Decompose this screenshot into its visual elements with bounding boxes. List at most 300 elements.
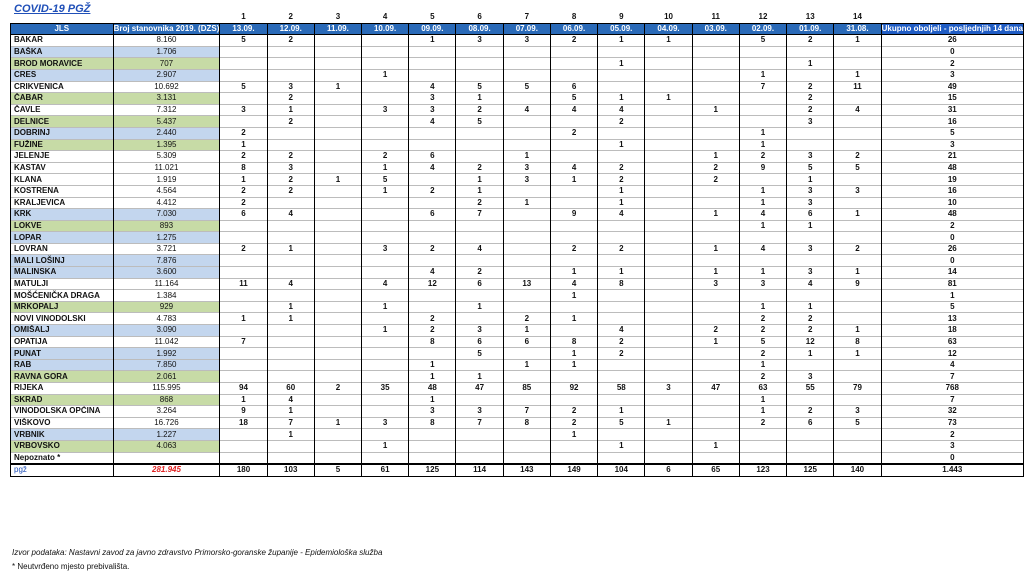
daily-cases: 4	[739, 209, 786, 221]
daily-cases: 58	[598, 383, 645, 395]
covid-cases-table	[10, 12, 1024, 477]
daily-cases: 1	[787, 348, 834, 360]
municipality-name: OMIŠALJ	[11, 325, 114, 337]
daily-cases	[550, 197, 597, 209]
daily-cases	[645, 255, 692, 267]
population-value: 3.721	[113, 243, 220, 255]
daily-cases: 3	[362, 417, 409, 429]
daily-cases: 2	[787, 81, 834, 93]
daily-cases: 60	[267, 383, 314, 395]
daily-cases: 3	[787, 116, 834, 128]
daily-cases	[456, 127, 503, 139]
daily-cases	[267, 197, 314, 209]
daily-cases	[598, 232, 645, 244]
daily-cases	[645, 46, 692, 58]
daily-cases: 3	[787, 371, 834, 383]
daily-cases	[456, 151, 503, 163]
population-value: 3.131	[113, 93, 220, 105]
daily-cases	[550, 301, 597, 313]
day-number: 8	[571, 12, 577, 22]
population-value: 3.090	[113, 325, 220, 337]
daily-cases: 1	[645, 93, 692, 105]
population-value: 1.395	[113, 139, 220, 151]
table-row	[11, 255, 1024, 267]
daily-cases	[503, 290, 550, 302]
daily-cases: 1	[314, 417, 361, 429]
municipality-name: KRALJEVICA	[11, 197, 114, 209]
daily-cases	[645, 406, 692, 418]
header-total: Ukupno oboljeli - posljednjih 14 dana	[881, 23, 1023, 33]
population-value: 16.726	[113, 417, 220, 429]
daily-cases: 5	[456, 116, 503, 128]
report-title: COVID-19 PGŽ	[14, 3, 91, 15]
daily-cases	[598, 394, 645, 406]
total-cases: 3	[881, 440, 1023, 452]
daily-cases: 3	[834, 185, 881, 197]
daily-cases	[456, 255, 503, 267]
daily-cases	[267, 267, 314, 279]
daily-cases: 1	[409, 35, 456, 47]
daily-cases	[834, 429, 881, 441]
daily-cases: 5	[739, 35, 786, 47]
daily-cases	[598, 313, 645, 325]
daily-cases: 1	[362, 325, 409, 337]
day-number: 5	[430, 12, 435, 22]
daily-cases: 1	[598, 197, 645, 209]
population-value: 11.164	[113, 278, 220, 290]
daily-cases: 2	[267, 93, 314, 105]
daily-cases: 7	[456, 209, 503, 221]
daily-cases	[645, 371, 692, 383]
daily-cases	[267, 336, 314, 348]
daily-cases: 2	[834, 243, 881, 255]
municipality-name: MRKOPALJ	[11, 301, 114, 313]
daily-cases	[692, 417, 739, 429]
daily-cases: 1	[456, 93, 503, 105]
daily-cases: 1	[503, 325, 550, 337]
daily-cases: 1	[314, 174, 361, 186]
day-number: 11	[711, 12, 720, 22]
daily-cases	[739, 93, 786, 105]
total-cases: 0	[881, 46, 1023, 58]
daily-cases	[314, 267, 361, 279]
population-value: 1.227	[113, 429, 220, 441]
total-cases: 14	[881, 267, 1023, 279]
daily-cases: 1	[692, 267, 739, 279]
daily-cases: 2	[456, 104, 503, 116]
daily-cases	[834, 452, 881, 464]
daily-cases: 47	[456, 383, 503, 395]
daily-cases: 9	[834, 278, 881, 290]
daily-cases	[739, 174, 786, 186]
header-date: 04.09.	[645, 23, 692, 35]
table-row	[11, 394, 1024, 406]
daily-cases	[645, 185, 692, 197]
daily-cases: 48	[409, 383, 456, 395]
daily-cases	[739, 452, 786, 464]
municipality-name: DOBRINJ	[11, 127, 114, 139]
daily-cases	[787, 69, 834, 81]
daily-cases	[503, 220, 550, 232]
table-row	[11, 371, 1024, 383]
daily-cases: 1	[267, 104, 314, 116]
header-date: 05.09.	[598, 23, 645, 35]
daily-cases	[645, 58, 692, 70]
population-value: 7.850	[113, 359, 220, 371]
daily-cases: 4	[787, 278, 834, 290]
population-value: 5.309	[113, 151, 220, 163]
totals-daily: 103	[267, 464, 314, 476]
day-number: 14	[853, 12, 862, 22]
municipality-name: DELNICE	[11, 116, 114, 128]
daily-cases	[220, 69, 267, 81]
daily-cases	[787, 46, 834, 58]
daily-cases: 5	[456, 81, 503, 93]
municipality-name: PUNAT	[11, 348, 114, 360]
municipality-name: KLANA	[11, 174, 114, 186]
daily-cases	[220, 452, 267, 464]
daily-cases	[314, 232, 361, 244]
total-cases: 31	[881, 104, 1023, 116]
daily-cases: 2	[550, 243, 597, 255]
daily-cases	[362, 46, 409, 58]
population-value: 4.412	[113, 197, 220, 209]
municipality-name: CRIKVENICA	[11, 81, 114, 93]
daily-cases	[220, 116, 267, 128]
daily-cases	[834, 301, 881, 313]
daily-cases: 1	[409, 371, 456, 383]
daily-cases: 4	[409, 81, 456, 93]
daily-cases	[503, 185, 550, 197]
daily-cases	[362, 313, 409, 325]
daily-cases	[787, 429, 834, 441]
daily-cases	[456, 46, 503, 58]
daily-cases	[645, 278, 692, 290]
daily-cases	[550, 371, 597, 383]
daily-cases: 1	[362, 69, 409, 81]
daily-cases: 2	[409, 325, 456, 337]
table-row	[11, 220, 1024, 232]
daily-cases: 6	[503, 336, 550, 348]
population-value: 893	[113, 220, 220, 232]
table-row	[11, 127, 1024, 139]
daily-cases	[314, 127, 361, 139]
table-row	[11, 325, 1024, 337]
daily-cases	[598, 255, 645, 267]
daily-cases: 2	[787, 104, 834, 116]
daily-cases	[267, 452, 314, 464]
daily-cases	[550, 116, 597, 128]
daily-cases: 63	[739, 383, 786, 395]
daily-cases	[314, 139, 361, 151]
municipality-name: LOVRAN	[11, 243, 114, 255]
daily-cases	[314, 406, 361, 418]
municipality-name: FUŽINE	[11, 139, 114, 151]
daily-cases: 1	[598, 185, 645, 197]
daily-cases: 1	[739, 406, 786, 418]
daily-cases	[267, 127, 314, 139]
daily-cases: 1	[598, 93, 645, 105]
daily-cases: 2	[598, 348, 645, 360]
population-value: 4.564	[113, 185, 220, 197]
daily-cases	[834, 440, 881, 452]
daily-cases: 2	[409, 243, 456, 255]
municipality-name: JELENJE	[11, 151, 114, 163]
daily-cases: 1	[220, 394, 267, 406]
daily-cases: 1	[409, 359, 456, 371]
daily-cases	[834, 174, 881, 186]
table-body	[11, 35, 1024, 477]
daily-cases	[314, 394, 361, 406]
daily-cases	[739, 104, 786, 116]
daily-cases: 8	[550, 336, 597, 348]
daily-cases	[692, 127, 739, 139]
total-cases: 0	[881, 232, 1023, 244]
municipality-name: Nepoznato *	[11, 452, 114, 464]
daily-cases: 2	[220, 243, 267, 255]
daily-cases	[362, 394, 409, 406]
daily-cases	[314, 290, 361, 302]
header-population: Broj stanovnika 2019. (DZS)	[113, 23, 220, 33]
daily-cases: 1	[834, 348, 881, 360]
daily-cases	[362, 359, 409, 371]
table-row	[11, 104, 1024, 116]
daily-cases: 6	[456, 278, 503, 290]
daily-cases	[645, 209, 692, 221]
daily-cases	[314, 116, 361, 128]
daily-cases: 4	[834, 104, 881, 116]
daily-cases	[267, 290, 314, 302]
table-row	[11, 35, 1024, 47]
daily-cases: 1	[362, 440, 409, 452]
daily-cases	[739, 440, 786, 452]
daily-cases: 1	[739, 127, 786, 139]
daily-cases	[550, 220, 597, 232]
daily-cases: 1	[834, 35, 881, 47]
daily-cases: 5	[550, 93, 597, 105]
day-number: 3	[335, 12, 341, 22]
daily-cases: 5	[739, 336, 786, 348]
daily-cases	[645, 116, 692, 128]
daily-cases	[362, 255, 409, 267]
population-value	[113, 452, 220, 464]
total-cases: 15	[881, 93, 1023, 105]
population-value: 8.160	[113, 35, 220, 47]
daily-cases: 3	[220, 104, 267, 116]
daily-cases	[220, 359, 267, 371]
header-date: 02.09.	[739, 23, 786, 35]
population-value: 7.876	[113, 255, 220, 267]
daily-cases	[739, 116, 786, 128]
daily-cases: 6	[409, 209, 456, 221]
total-cases: 63	[881, 336, 1023, 348]
table-row	[11, 151, 1024, 163]
header-jls: JLS	[11, 23, 114, 35]
population-value: 929	[113, 301, 220, 313]
daily-cases	[598, 359, 645, 371]
daily-cases: 1	[267, 406, 314, 418]
daily-cases: 2	[409, 313, 456, 325]
daily-cases: 1	[503, 197, 550, 209]
population-value: 4.783	[113, 313, 220, 325]
daily-cases: 2	[739, 313, 786, 325]
daily-cases: 1	[739, 197, 786, 209]
totals-daily: 6	[645, 464, 692, 476]
daily-cases	[220, 440, 267, 452]
daily-cases	[409, 220, 456, 232]
daily-cases	[645, 220, 692, 232]
daily-cases: 7	[220, 336, 267, 348]
population-value: 868	[113, 394, 220, 406]
daily-cases: 4	[550, 104, 597, 116]
daily-cases: 8	[409, 417, 456, 429]
table-row	[11, 313, 1024, 325]
municipality-name: ČABAR	[11, 93, 114, 105]
daily-cases: 2	[220, 197, 267, 209]
municipality-name: KASTAV	[11, 162, 114, 174]
daily-cases	[645, 162, 692, 174]
table-row	[11, 174, 1024, 186]
daily-cases: 2	[456, 162, 503, 174]
daily-cases: 2	[787, 93, 834, 105]
daily-cases	[739, 290, 786, 302]
daily-cases: 1	[787, 301, 834, 313]
day-number: 4	[382, 12, 388, 22]
daily-cases	[314, 371, 361, 383]
table-row	[11, 116, 1024, 128]
daily-cases: 2	[456, 267, 503, 279]
municipality-name: VRBNIK	[11, 429, 114, 441]
daily-cases	[503, 452, 550, 464]
daily-cases	[220, 255, 267, 267]
daily-cases	[314, 255, 361, 267]
municipality-name: VINODOLSKA OPĆINA	[11, 406, 114, 418]
daily-cases	[645, 151, 692, 163]
daily-cases	[409, 255, 456, 267]
daily-cases: 4	[503, 104, 550, 116]
daily-cases: 5	[787, 162, 834, 174]
daily-cases	[550, 232, 597, 244]
daily-cases	[834, 139, 881, 151]
totals-daily: 143	[503, 464, 550, 476]
daily-cases: 5	[834, 162, 881, 174]
daily-cases	[267, 232, 314, 244]
daily-cases: 1	[267, 301, 314, 313]
daily-cases: 2	[692, 174, 739, 186]
daily-cases: 6	[550, 81, 597, 93]
daily-cases	[834, 359, 881, 371]
daily-cases	[362, 127, 409, 139]
daily-cases	[787, 394, 834, 406]
daily-cases	[267, 325, 314, 337]
daily-cases	[692, 185, 739, 197]
daily-cases	[645, 301, 692, 313]
daily-cases	[692, 81, 739, 93]
daily-cases	[314, 69, 361, 81]
daily-cases	[598, 371, 645, 383]
daily-cases	[787, 440, 834, 452]
totals-daily: 5	[314, 464, 361, 476]
day-number: 6	[477, 12, 482, 22]
table-row	[11, 185, 1024, 197]
daily-cases	[267, 371, 314, 383]
daily-cases	[409, 348, 456, 360]
daily-cases	[409, 174, 456, 186]
total-cases: 12	[881, 348, 1023, 360]
totals-grand: 1.443	[881, 464, 1023, 476]
daily-cases: 8	[409, 336, 456, 348]
daily-cases	[692, 394, 739, 406]
daily-cases	[503, 267, 550, 279]
total-cases: 16	[881, 185, 1023, 197]
daily-cases	[645, 452, 692, 464]
daily-cases	[456, 220, 503, 232]
totals-daily: 140	[834, 464, 881, 476]
daily-cases: 92	[550, 383, 597, 395]
daily-cases	[220, 46, 267, 58]
daily-cases: 3	[503, 162, 550, 174]
daily-cases: 1	[739, 69, 786, 81]
daily-cases: 3	[787, 267, 834, 279]
daily-cases	[503, 348, 550, 360]
daily-cases	[362, 93, 409, 105]
daily-cases: 1	[692, 336, 739, 348]
daily-cases: 2	[550, 406, 597, 418]
population-value: 3.600	[113, 267, 220, 279]
daily-cases: 3	[409, 406, 456, 418]
totals-daily: 149	[550, 464, 597, 476]
daily-cases	[598, 429, 645, 441]
daily-cases: 1	[739, 301, 786, 313]
daily-cases	[787, 127, 834, 139]
daily-cases	[456, 313, 503, 325]
daily-cases	[362, 406, 409, 418]
daily-cases	[692, 69, 739, 81]
daily-cases: 18	[220, 417, 267, 429]
daily-cases	[456, 394, 503, 406]
table-row	[11, 348, 1024, 360]
daily-cases: 1	[834, 325, 881, 337]
daily-cases	[220, 429, 267, 441]
daily-cases	[598, 301, 645, 313]
daily-cases: 4	[598, 209, 645, 221]
daily-cases: 3	[409, 93, 456, 105]
daily-cases	[550, 452, 597, 464]
daily-cases: 1	[787, 174, 834, 186]
daily-cases: 3	[645, 383, 692, 395]
daily-cases	[409, 58, 456, 70]
daily-cases: 8	[834, 336, 881, 348]
daily-cases	[645, 232, 692, 244]
header-date: 09.09.	[409, 23, 456, 35]
daily-cases: 1	[220, 174, 267, 186]
daily-cases	[834, 290, 881, 302]
daily-cases	[267, 46, 314, 58]
header-date: 13.09.	[220, 23, 267, 35]
daily-cases	[834, 116, 881, 128]
daily-cases	[739, 429, 786, 441]
daily-cases	[456, 290, 503, 302]
total-cases: 10	[881, 197, 1023, 209]
daily-cases	[456, 69, 503, 81]
table-row	[11, 46, 1024, 58]
total-cases: 73	[881, 417, 1023, 429]
daily-cases: 1	[267, 313, 314, 325]
daily-cases: 9	[550, 209, 597, 221]
daily-cases: 2	[739, 417, 786, 429]
daily-cases: 1	[314, 81, 361, 93]
total-cases: 49	[881, 81, 1023, 93]
